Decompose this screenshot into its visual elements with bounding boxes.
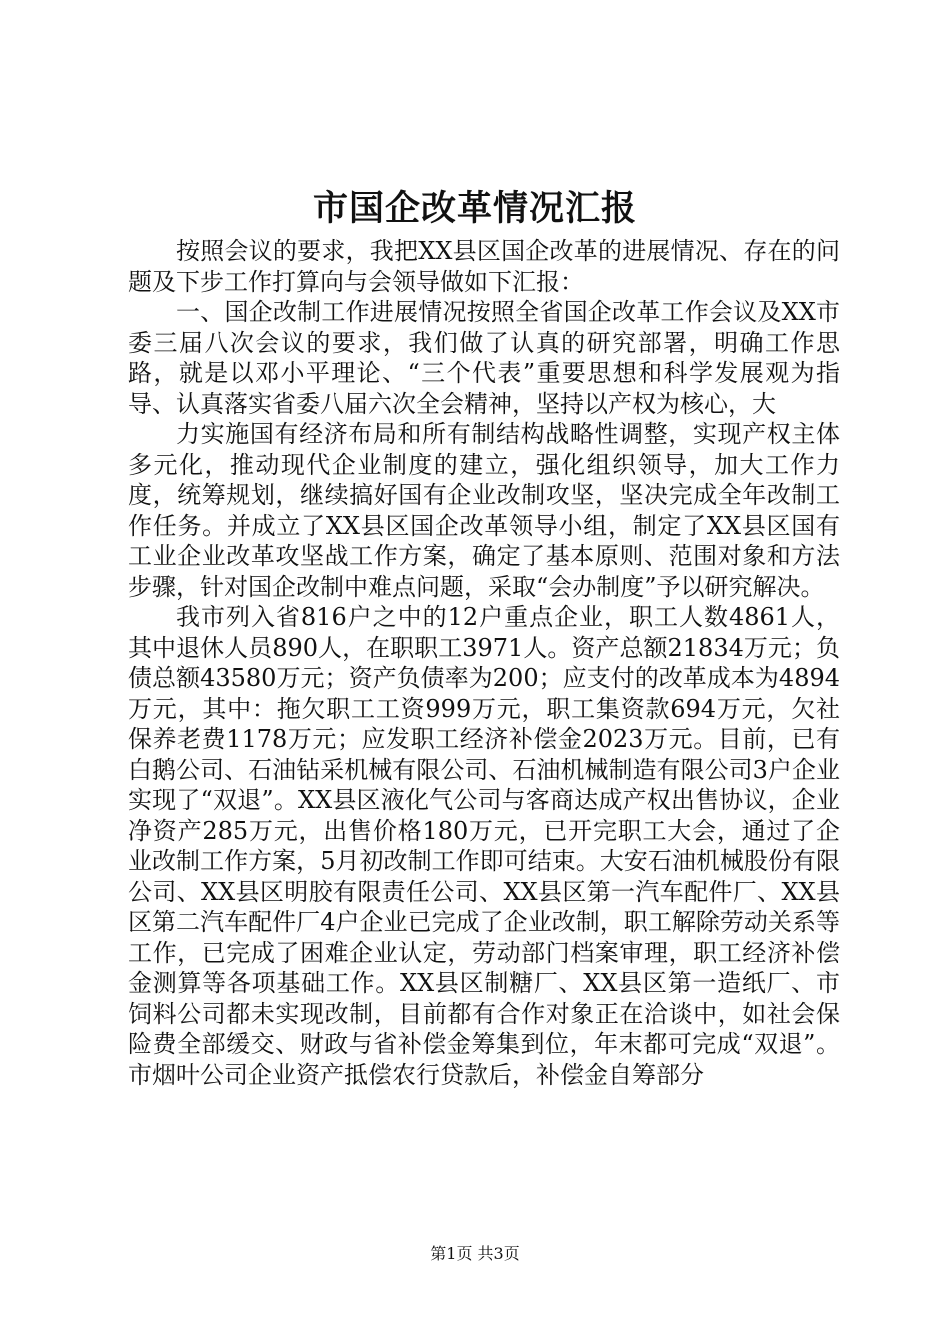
document-title: 市国企改革情况汇报 xyxy=(312,188,637,229)
paragraph-enterprise-status: 我市列入省816户之中的12户重点企业，职工人数4861人，其中退休人员890人，在职职工3971人。资产总额21834万元；负债总额43580万元；资产负债率为200；应支付的改革成本为4894万元，其中：拖欠职工工资999万元，职工集资款694万元，欠社保养老费1178万元；应发职工经济补偿金2023万元。目前，已有白鹅公司、石油钻采机械有限公司、石油机械制造有限公司3户企业实现了“双退”。XX县区液化气公司与客商达成产权出售协议，企业净资产285万元，出售价格180万元，已开完职工大会，通过了企业改制工作方案，5月初改制工作即可结束。大安石油机械股份有限公司、XX县区明胶有限责任公司、XX县区第一汽车配件厂、XX县区第二汽车配件厂4户企业已完成了企业改制，职工解除劳动关系等工作，已完成了困难企业认定，劳动部门档案审理，职工经济补偿金测算等各项基础工作。XX县区制糖厂、XX县区第一造纸厂、市饲料公司都未实现改制，目前都有合作对象正在洽谈中，如社会保险费全部缓交、财政与省补偿金筹集到位，年末都可完成“双退”。市烟叶公司企业资产抵偿农行贷款后，补偿金自筹部分 xyxy=(128,603,840,1089)
document-body xyxy=(128,236,840,1090)
paragraph-reform-measures: 力实施国有经济布局和所有制结构战略性调整，实现产权主体多元化，推动现代企业制度的建立，强化组织领导，加大工作力度，统筹规划，继续搞好国有企业改制攻坚，坚决完成全年改制工作任务。并成立了XX县区国企改革领导小组，制定了XX县区国有工业企业改革攻坚战工作方案，确定了基本原则、范围对象和方法步骤，针对国企改制中难点问题，采取“会办制度”予以研究解决。 xyxy=(128,420,840,601)
paragraph-intro: 按照会议的要求，我把XX县区国企改革的进展情况、存在的问题及下步工作打算向与会领导做如下汇报： xyxy=(128,237,840,296)
paragraph-section-one: 一、国企改制工作进展情况按照全省国企改革工作会议及XX市委三届八次会议的要求，我们做了认真的研究部署，明确工作思路，就是以邓小平理论、“三个代表”重要思想和科学发展观为指导、认真落实省委八届六次全会精神，坚持以产权为核心，大 xyxy=(128,298,840,418)
page-footer: 第1页 共3页 xyxy=(430,1244,520,1263)
